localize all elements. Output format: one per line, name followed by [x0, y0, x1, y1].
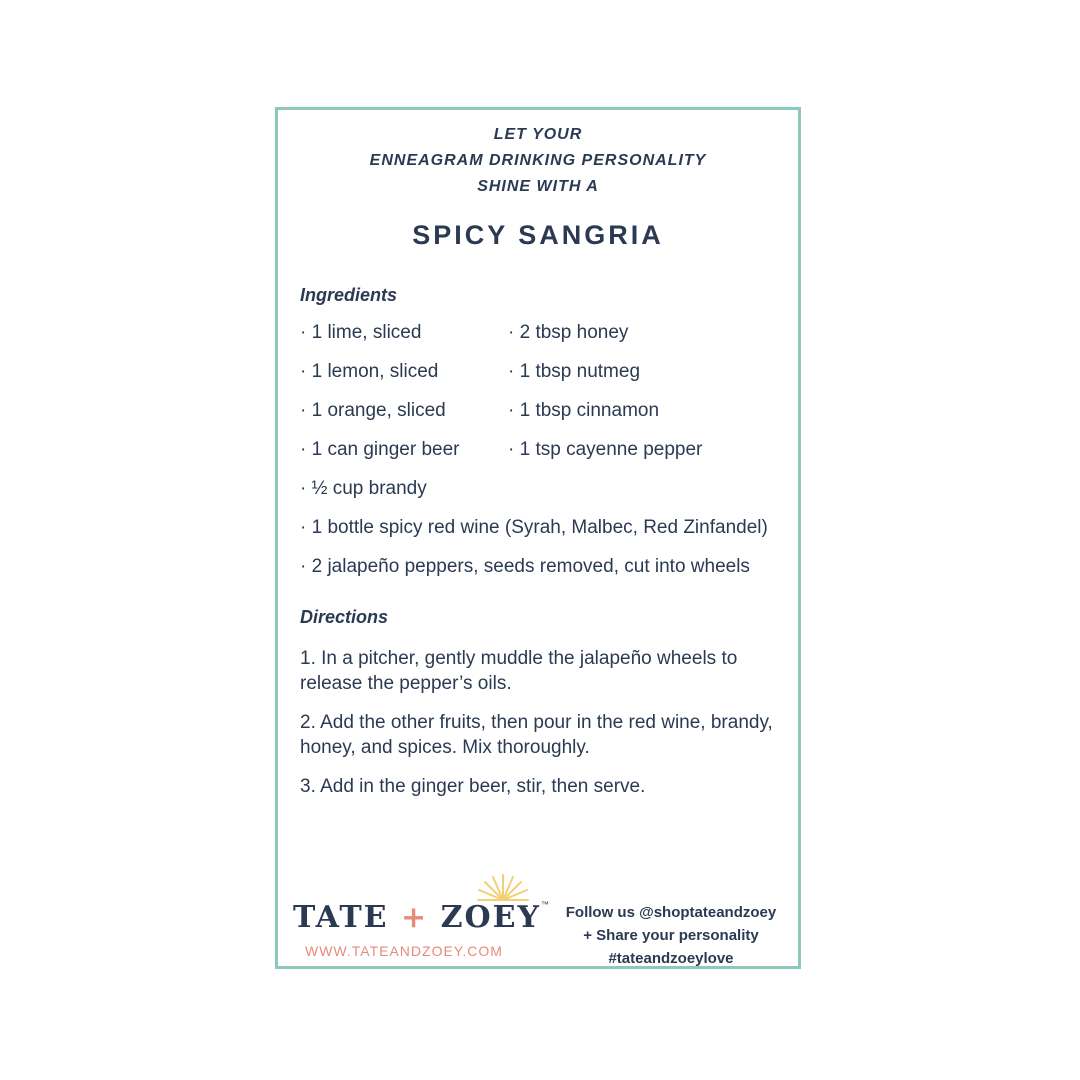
- intro-line-2: ENNEAGRAM DRINKING PERSONALITY: [369, 152, 707, 169]
- social-line-3: #tateandzoeylove: [608, 950, 734, 967]
- ingredient-item: · 1 tsp cayenne pepper: [508, 439, 703, 460]
- social-line-1: Follow us @shoptateandzoey: [565, 904, 777, 921]
- directions-heading: Directions: [300, 607, 389, 627]
- brand-name-left: TATE: [293, 900, 389, 935]
- direction-step: 1. In a pitcher, gently muddle the jalapeño wheels to release the pepper’s oils.: [300, 648, 738, 694]
- brand-plus: +: [400, 900, 429, 935]
- trademark: ™: [540, 900, 549, 909]
- brand-logo: [293, 900, 549, 935]
- website-link[interactable]: WWW.TATEANDZOEY.COM: [305, 943, 503, 959]
- brand-name-right: ZOEY: [440, 900, 541, 935]
- recipe-title: SPICY SANGRIA: [412, 220, 664, 250]
- ingredients-heading: Ingredients: [300, 285, 398, 305]
- ingredient-item: · 1 bottle spicy red wine (Syrah, Malbec, Red Zinfandel): [300, 517, 768, 538]
- social-line-2: + Share your personality: [583, 927, 759, 944]
- ingredient-item: · 1 orange, sliced: [300, 400, 446, 421]
- ingredient-item: · 1 tbsp nutmeg: [508, 361, 641, 382]
- ingredient-item: · ½ cup brandy: [300, 478, 427, 499]
- intro-line-3: SHINE WITH A: [477, 178, 599, 195]
- direction-step: 3. Add in the ginger beer, stir, then serve.: [300, 776, 646, 797]
- ingredient-item: · 1 can ginger beer: [300, 439, 460, 460]
- intro-line-1: LET YOUR: [493, 126, 583, 143]
- ingredient-item: · 1 lime, sliced: [300, 322, 422, 343]
- intro-text: [278, 122, 798, 200]
- sun-rays-icon: [476, 872, 530, 902]
- social-text: [546, 901, 796, 970]
- recipe-card: [275, 107, 801, 969]
- direction-step: 2. Add the other fruits, then pour in the red wine, brandy, honey, and spices. Mix thoroughly.: [300, 712, 773, 758]
- ingredient-item: · 1 lemon, sliced: [300, 361, 439, 382]
- ingredient-item: · 1 tbsp cinnamon: [508, 400, 660, 421]
- ingredient-item: · 2 jalapeño peppers, seeds removed, cut into wheels: [300, 556, 750, 577]
- ingredient-item: · 2 tbsp honey: [508, 322, 629, 343]
